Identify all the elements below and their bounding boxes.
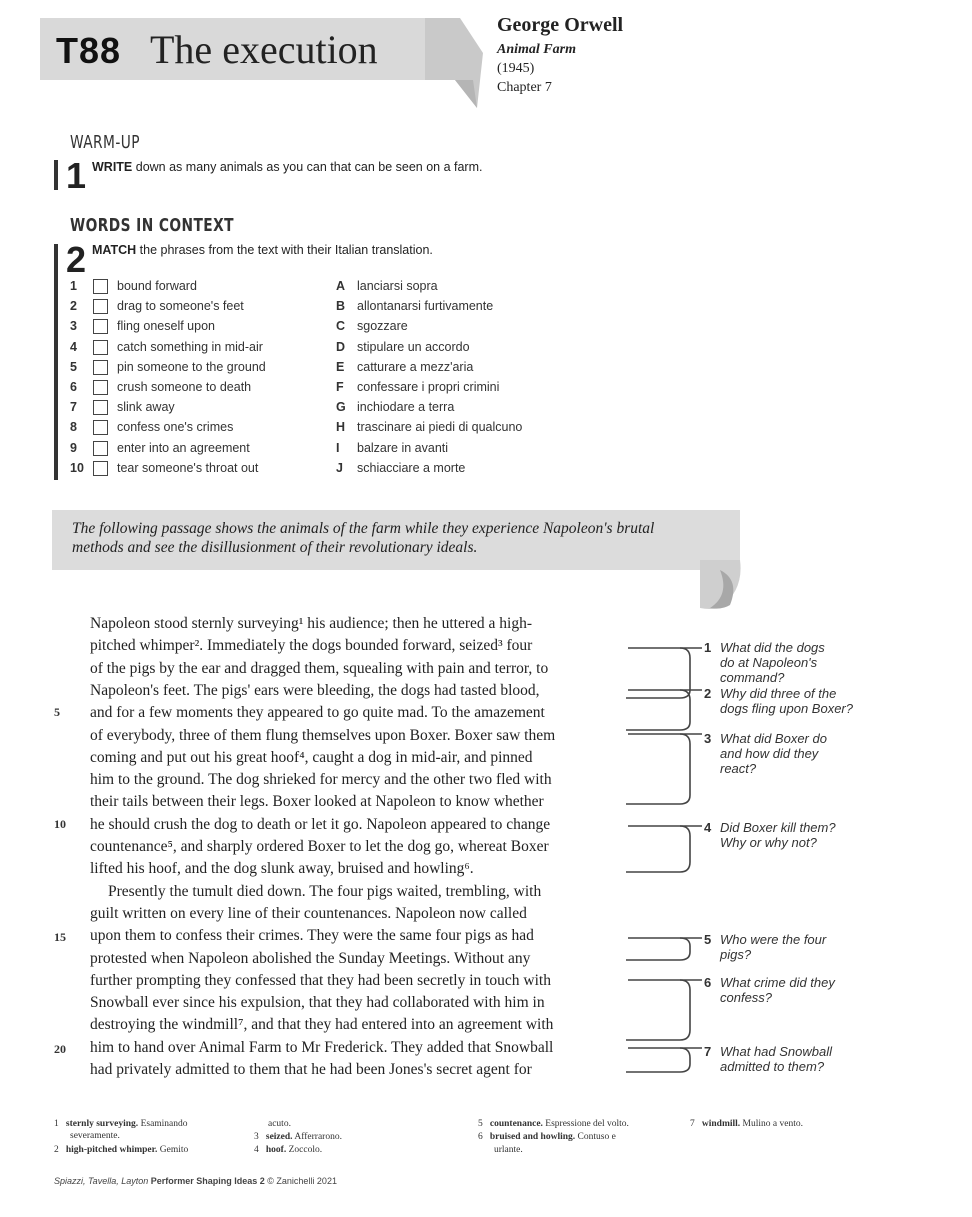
passage-line: had privately admitted to them that he had been Jones's secret agent for	[90, 1061, 532, 1078]
passage-line: protested when Napoleon abolished the Sunday Meetings. Without any	[90, 949, 531, 967]
words-instruction	[92, 243, 433, 257]
question-number: 3	[704, 731, 712, 746]
footnote-6-def: Contuso e	[575, 1132, 616, 1142]
footnote-5-term: countenance.	[489, 1119, 543, 1129]
passage-line: guilt written on every line of their countenances. Napoleon now called	[90, 904, 527, 922]
translation-row	[336, 458, 596, 478]
answer-checkbox[interactable]	[93, 400, 108, 415]
question-text: What did the dogs	[720, 640, 825, 655]
footer-publisher: © Zanichelli 2021	[264, 1176, 337, 1186]
phrase-row	[70, 397, 330, 417]
passage-line: their tails between their legs. Boxer looked at Napoleon to know whether	[90, 793, 544, 811]
phrase-number: 2	[70, 299, 77, 314]
footnote-2-def: Gemito	[157, 1145, 189, 1155]
phrase-row	[70, 417, 330, 437]
words-verb: MATCH	[92, 243, 137, 257]
footnote-7-term: windmill.	[701, 1119, 741, 1129]
phrase-number: 3	[70, 319, 77, 334]
question-5	[704, 932, 904, 962]
phrase-number: 7	[70, 400, 77, 415]
phrase-row	[70, 296, 330, 316]
translation-letter: C	[336, 319, 346, 334]
translation-text: trascinare ai piedi di qualcuno	[357, 420, 523, 435]
question-2	[704, 686, 904, 716]
warmup-number: 1	[66, 155, 87, 196]
answer-checkbox[interactable]	[93, 461, 108, 476]
footnote-1-term: sternly surveying.	[65, 1119, 139, 1129]
translation-row	[336, 337, 596, 357]
question-text: react?	[720, 761, 757, 776]
words-text: the phrases from the text with their Italian translation.	[136, 243, 433, 257]
footnote-2	[54, 1144, 188, 1156]
phrase-text: tear someone's throat out	[117, 460, 259, 475]
answer-checkbox[interactable]	[93, 340, 108, 355]
question-text: Why or why not?	[720, 835, 817, 850]
footnote-4-term: hoof.	[265, 1145, 287, 1155]
line-number: 5	[54, 705, 60, 719]
passage-line: Napoleon's feet. The pigs' ears were bleeding, the dogs had tasted blood,	[90, 681, 540, 699]
phrase-row	[70, 458, 330, 478]
translation-letter: I	[336, 440, 340, 455]
phrase-number: 4	[70, 339, 77, 354]
answer-checkbox[interactable]	[93, 360, 108, 375]
page-title: The execution	[150, 27, 378, 72]
phrase-text: pin someone to the ground	[117, 359, 266, 374]
question-1	[704, 640, 904, 685]
phrase-text: crush someone to death	[117, 380, 252, 394]
author: George Orwell	[497, 14, 624, 36]
question-4	[704, 820, 904, 850]
question-text: pigs?	[720, 947, 752, 962]
footnote-6-num: 6	[478, 1132, 483, 1142]
phrase-text: confess one's crimes	[117, 420, 234, 435]
passage-line: upon them to confess their crimes. They were the same four pigs as had	[90, 927, 534, 945]
question-number: 5	[704, 932, 712, 947]
book-title: Animal Farm	[497, 42, 576, 57]
warmup-text: down as many animals as you can that can be seen on a farm.	[132, 160, 483, 174]
translation-text: balzare in avanti	[357, 440, 449, 455]
question-text: Who were the four	[720, 932, 827, 947]
phrase-text: fling oneself upon	[117, 319, 215, 334]
passage-line: Presently the tumult died down. The four pigs waited, trembling, with	[108, 882, 542, 900]
footnote-7-num: 7	[690, 1119, 695, 1129]
question-text: Why did three of the	[720, 686, 837, 701]
book-year: (1945)	[497, 61, 535, 76]
translation-text: allontanarsi furtivamente	[357, 299, 494, 314]
question-7	[704, 1044, 904, 1074]
translation-row	[336, 296, 596, 316]
footnote-6-term: bruised and howling.	[489, 1132, 576, 1142]
translation-text: sgozzare	[357, 319, 408, 334]
passage-line: him to the ground. The dog shrieked for mercy and the other two fled with	[90, 771, 552, 789]
phrase-number: 8	[70, 420, 77, 435]
answer-checkbox[interactable]	[93, 380, 108, 395]
passage-line: destroying the windmill⁷, and that they had entered into an agreement with	[90, 1016, 554, 1034]
question-3	[704, 731, 904, 776]
chapter: Chapter 7	[497, 80, 552, 95]
translation-letter: J	[336, 460, 343, 475]
line-number: 15	[54, 930, 66, 944]
passage-line: pitched whimper². Immediately the dogs bounded forward, seized³ four	[90, 637, 533, 655]
warmup-heading: WARM-UP	[70, 132, 140, 153]
question-number: 6	[704, 975, 712, 990]
warmup-bar	[54, 160, 58, 190]
passage-line: he should crush the dog to death or let it go. Napoleon appeared to change	[90, 815, 551, 833]
translation-text: inchiodare a terra	[357, 400, 455, 415]
translation-row	[336, 276, 596, 296]
footnote-4-def: Zoccolo.	[286, 1145, 323, 1155]
passage-line: lifted his hoof, and the dog slunk away, bruised and howling⁶.	[90, 860, 474, 878]
text-code: T88	[56, 30, 122, 71]
phrase-row	[70, 377, 330, 397]
question-connectors	[620, 640, 710, 1100]
question-text: command?	[720, 670, 785, 685]
translation-row	[336, 357, 596, 377]
phrase-text: bound forward	[117, 279, 197, 293]
footnote-1-def: Esaminando	[138, 1119, 188, 1129]
footnote-3	[254, 1131, 342, 1143]
title-fold-decoration	[425, 18, 485, 108]
passage-line: countenance⁵, and sharply ordered Boxer to let the dog go, whereat Boxer	[90, 838, 549, 855]
answer-checkbox[interactable]	[93, 299, 108, 314]
passage-line: and for a few moments they appeared to go quite mad. To the amazement	[90, 704, 545, 722]
question-text: and how did they	[720, 746, 819, 761]
footnote-5-num: 5	[478, 1119, 483, 1129]
passage-line: of the pigs by the ear and dragged them, squealing with pain and terror, to	[90, 659, 549, 677]
question-text: What crime did they	[720, 975, 835, 990]
phrase-row	[70, 438, 330, 458]
phrase-number: 10	[70, 460, 84, 475]
footnote-2-num: 2	[54, 1145, 59, 1155]
question-text: Did Boxer kill them?	[720, 820, 836, 835]
translation-letter: H	[336, 420, 346, 435]
answer-checkbox[interactable]	[93, 279, 108, 294]
phrase-number: 9	[70, 440, 77, 455]
line-number: 10	[54, 817, 66, 831]
question-6	[704, 975, 904, 1005]
translation-text: catturare a mezz'aria	[357, 359, 474, 374]
footnote-6-cont: urlante.	[494, 1145, 523, 1155]
question-text: dogs fling upon Boxer?	[720, 701, 853, 716]
question-text: confess?	[720, 990, 773, 1005]
answer-checkbox[interactable]	[93, 420, 108, 435]
translation-row	[336, 316, 596, 336]
question-text: do at Napoleon's	[720, 655, 818, 670]
footer-book: Performer Shaping Ideas 2	[150, 1176, 265, 1186]
footer-credit	[54, 1176, 337, 1186]
intro-curl-decoration	[700, 560, 742, 610]
footnote-1-num: 1	[54, 1119, 59, 1129]
translation-text: schiacciare a morte	[357, 460, 466, 475]
intro-line-2: methods and see the disillusionment of their revolutionary ideals.	[72, 539, 478, 556]
footnote-3-num: 3	[254, 1132, 259, 1142]
line-number: 20	[54, 1042, 66, 1056]
phrase-text: enter into an agreement	[117, 440, 250, 455]
passage-line: Napoleon stood sternly surveying¹ his audience; then he uttered a high-	[90, 615, 532, 632]
translation-letter: B	[336, 299, 346, 314]
footnote-2-term: high-pitched whimper.	[65, 1145, 158, 1155]
translation-row	[336, 377, 596, 397]
question-text: What did Boxer do	[720, 731, 827, 746]
passage-line: further prompting they confessed that they had been secretly in touch with	[90, 971, 551, 989]
question-text: What had Snowball	[720, 1044, 833, 1059]
phrase-text: catch something in mid-air	[117, 339, 263, 354]
footnote-2-cont: acuto.	[268, 1119, 291, 1129]
phrase-row	[70, 357, 330, 377]
passage-line: coming and put out his great hoof⁴, caught a dog in mid-air, and pinned	[90, 748, 533, 766]
question-text: admitted to them?	[720, 1059, 825, 1074]
answer-checkbox[interactable]	[93, 319, 108, 334]
footnote-4-num: 4	[254, 1145, 259, 1155]
warmup-instruction	[92, 160, 482, 174]
translation-row	[336, 397, 596, 417]
phrase-number: 5	[70, 359, 77, 374]
passage-line: of everybody, three of them flung themselves upon Boxer. Boxer saw them	[90, 726, 556, 744]
footer-authors: Spiazzi, Tavella, Layton	[54, 1176, 151, 1186]
answer-checkbox[interactable]	[93, 441, 108, 456]
footnote-5	[478, 1118, 629, 1130]
passage-line: Snowball ever since his expulsion, that they had collaborated with him in	[90, 994, 545, 1012]
intro-text	[72, 519, 712, 557]
footnote-1	[54, 1118, 188, 1130]
footnote-3-def: Afferrarono.	[292, 1132, 342, 1142]
words-bar	[54, 244, 58, 480]
passage-line: him to hand over Animal Farm to Mr Frederick. They added that Snowball	[90, 1038, 554, 1056]
translation-row	[336, 438, 596, 458]
phrase-text: drag to someone's feet	[117, 299, 244, 314]
warmup-verb: WRITE	[92, 160, 133, 174]
phrase-text: slink away	[117, 400, 175, 415]
footnote-1-cont: severamente.	[70, 1131, 120, 1141]
translation-letter: E	[336, 359, 345, 374]
footnote-6	[478, 1131, 616, 1143]
translation-row	[336, 417, 596, 437]
words-heading: WORDS IN CONTEXT	[70, 215, 234, 236]
translation-letter: G	[336, 400, 346, 415]
footnote-7-def: Mulino a vento.	[740, 1119, 803, 1129]
phrase-row	[70, 276, 330, 296]
translation-text: stipulare un accordo	[357, 339, 470, 354]
phrase-row	[70, 316, 330, 336]
translation-letter: D	[336, 339, 346, 354]
footnote-3-term: seized.	[265, 1132, 293, 1142]
phrase-number: 6	[70, 380, 77, 394]
phrase-row	[70, 337, 330, 357]
question-number: 7	[704, 1044, 712, 1059]
footnote-5-def: Espressione del volto.	[542, 1119, 629, 1129]
footnote-7	[690, 1118, 803, 1130]
question-number: 2	[704, 686, 712, 701]
intro-line-1: The following passage shows the animals of the farm while they experience Napoleon's brutal	[72, 520, 655, 537]
translation-text: lanciarsi sopra	[357, 279, 438, 293]
translation-letter: A	[336, 279, 346, 293]
phrase-number: 1	[70, 279, 77, 293]
translation-text: confessare i propri crimini	[357, 380, 500, 394]
footnote-4	[254, 1144, 322, 1156]
translation-letter: F	[336, 380, 344, 394]
question-number: 4	[704, 820, 712, 835]
question-number: 1	[704, 640, 712, 655]
words-number: 2	[66, 239, 87, 280]
